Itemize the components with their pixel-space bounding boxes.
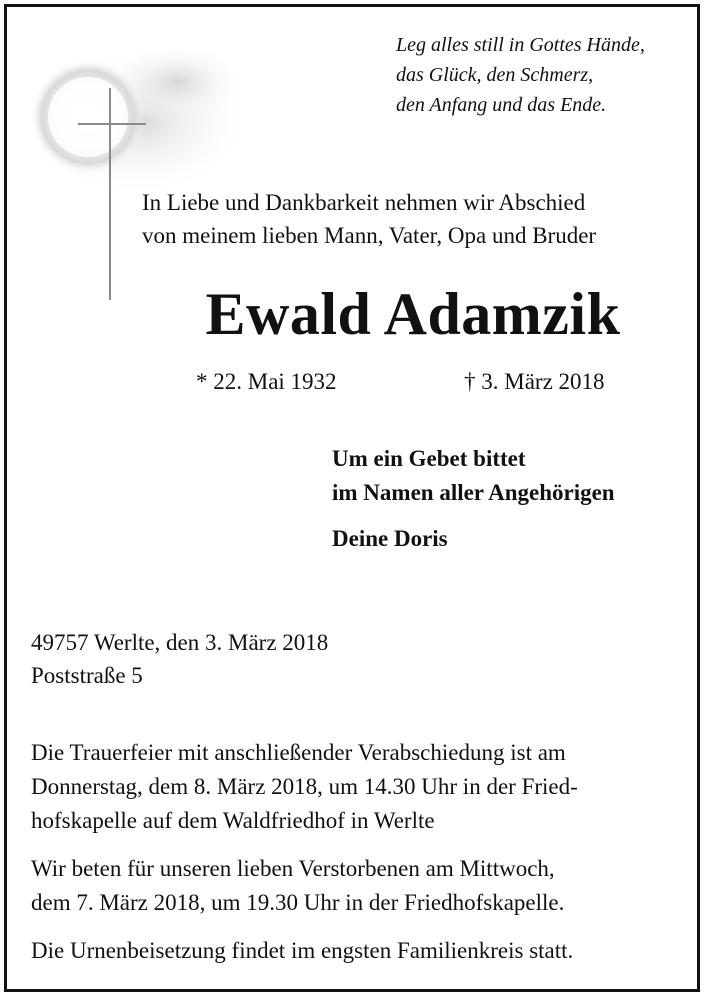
death-date: † 3. März 2018	[464, 369, 605, 394]
notice-line: Donnerstag, dem 8. März 2018, um 14.30 Uhr in der Fried-	[31, 774, 578, 799]
notice-line: dem 7. März 2018, um 19.30 Uhr in der Friedhofskapelle.	[31, 890, 565, 915]
notice-line: Die Trauerfeier mit anschließender Verabschiedung ist am	[31, 740, 566, 765]
funeral-notice	[31, 736, 578, 838]
verse-line: den Anfang und das Ende.	[396, 94, 607, 116]
sun-core	[48, 77, 128, 157]
prayer-request	[332, 442, 615, 510]
signer-name: Deine Doris	[332, 526, 448, 551]
urn-burial-notice	[31, 934, 573, 968]
address-block	[31, 626, 328, 692]
address-line: Poststraße 5	[31, 663, 143, 688]
prayer-line: Um ein Gebet bittet	[332, 446, 526, 471]
intro-line: von meinem lieben Mann, Vater, Opa und Bruder	[142, 223, 597, 248]
deceased-name: Ewald Adamzik	[205, 281, 621, 347]
verse-quote	[396, 30, 645, 120]
notice-line: Wir beten für unseren lieben Verstorbenen am Mittwoch,	[31, 856, 555, 881]
verse-line: das Glück, den Schmerz,	[396, 64, 594, 86]
address-line: 49757 Werlte, den 3. März 2018	[31, 630, 329, 655]
prayer-service-notice	[31, 852, 564, 920]
notice-line: Die Urnenbeisetzung findet im engsten Familienkreis statt.	[31, 938, 574, 963]
intro-line: In Liebe und Dankbarkeit nehmen wir Abschied	[142, 190, 586, 215]
farewell-intro	[142, 186, 596, 252]
cross-with-sun-icon	[18, 22, 248, 302]
notice-line: hofskapelle auf dem Waldfriedhof in Werlte	[31, 808, 435, 833]
prayer-line: im Namen aller Angehörigen	[332, 480, 615, 505]
verse-line: Leg alles still in Gottes Hände,	[396, 34, 645, 56]
birth-date: * 22. Mai 1932	[196, 369, 337, 394]
